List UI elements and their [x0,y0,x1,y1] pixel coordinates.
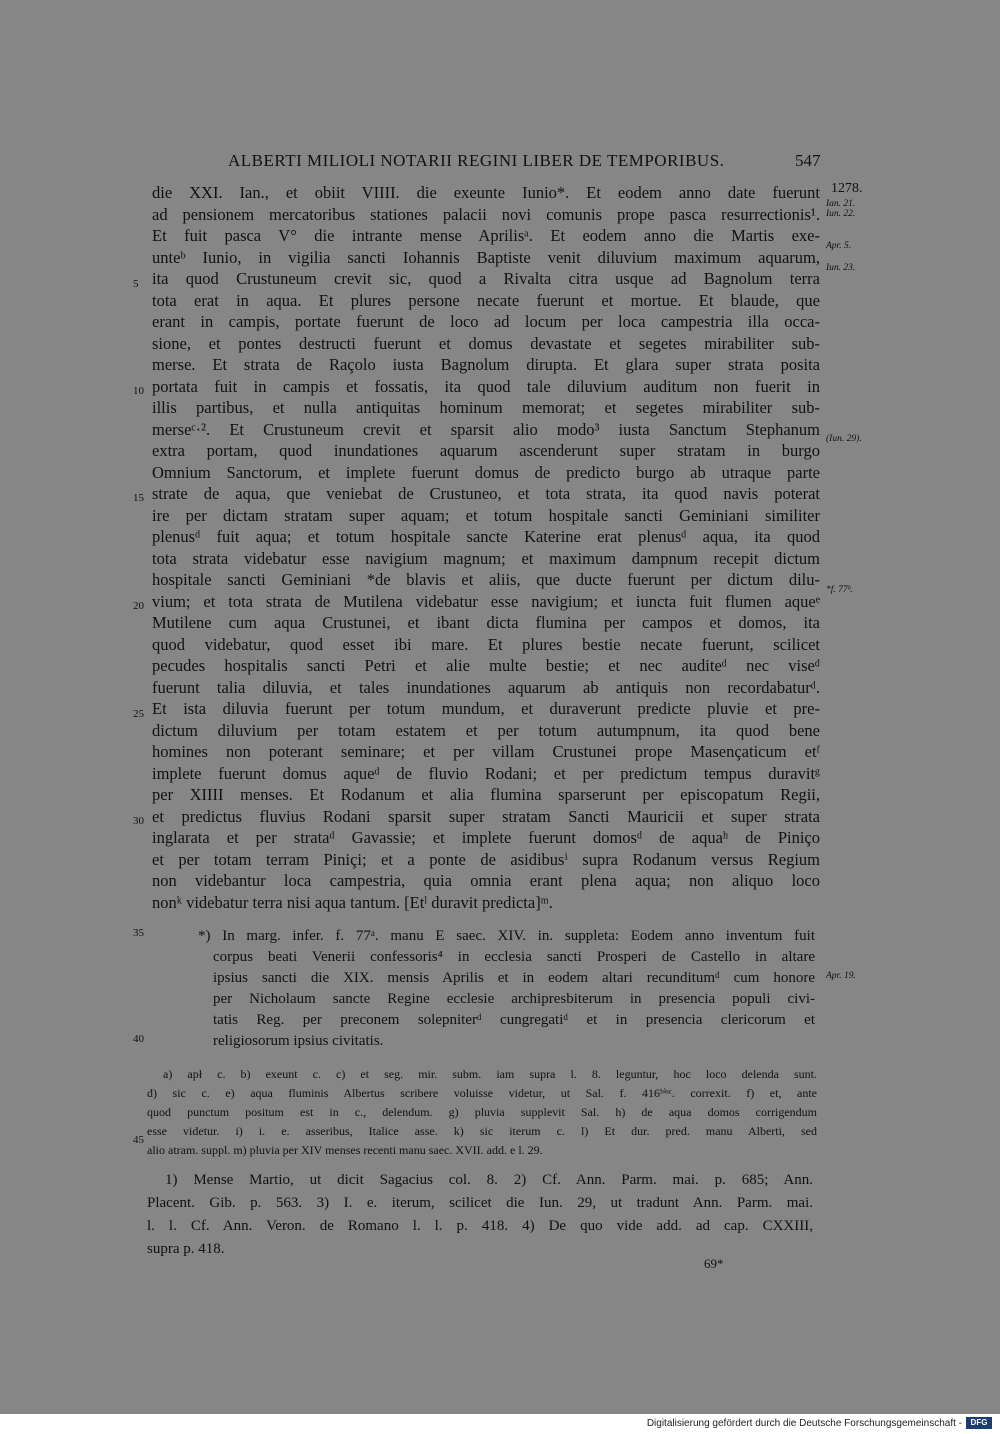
text-line: extra portam, quod inundationes aquarum ascenderunt super stratam in burgo [152,441,820,460]
text-line: unteᵇ Iunio, in vigilia sancti Iohannis Baptiste venit diluvium maximum aquarum, [152,247,820,267]
text-line: implete fuerunt domus aqueᵈ de fluvio Rodani; et per predictum tempus duravitᵍ [152,763,820,783]
footnote-line: per Nicholaum sancte Regine ecclesie archipresbiterum in presencia populi civi- [213,991,815,1007]
text-line: merse. Et strata de Raçolo iusta Bagnolum dirupta. Et glara super strata posita [152,355,820,374]
text-line: tota strata videbatur esse navigium magnum; et maximum dampnum recepit dictum [152,548,820,568]
text-line: et predictus fluvius Rodani sparsit super stratam Sancti Mauricii et super strata [152,806,820,826]
note-line: 1) Mense Martio, ut dicit Sagacius col. 8. 2) Cf. Ann. Parm. mai. p. 685; Ann. [165,1172,813,1188]
text-line: Et fuit pasca V° die intrante mense Aprilisᵃ. Et eodem anno die Martis exe- [152,226,820,245]
footnote-line: religiosorum ipsius civitatis. [213,1033,384,1049]
note-line: Placent. Gib. p. 563. 3) I. e. iterum, scilicet die Iun. 29, ut tradunt Ann. Parm. mai. [147,1195,813,1211]
note-line: l. l. Cf. Ann. Veron. de Romano l. l. p. 418. 4) De quo vide add. ad cap. CXXIII, [147,1218,813,1234]
text-line: non videbantur loca campestria, quia omnia erant plena aqua; non aliquo loco [152,871,820,890]
running-header: ALBERTI MILIOLI NOTARII REGINI LIBER DE TEMPORIBUS. [228,151,725,170]
apparatus-line: quod punctum positum est in c., delendum. g) pluvia supplevit Sal. h) de aqua domos corrigendum [147,1105,817,1119]
apparatus-line: alio atram. suppl. m) pluvia per XIV menses recenti manu saec. XVII. add. e l. 29. [147,1143,543,1157]
text-line: et per totam terram Piniçi; et a ponte de asidibusⁱ supra Rodanum versus Regium [152,849,820,869]
line-number: 10 [133,385,144,397]
sheet-signature: 69* [704,1256,724,1271]
margin-date: Iun. 22. [826,209,856,219]
text-line: die XXI. Ian., et obiit VIIII. die exeunte Iunio*. Et eodem anno date fuerunt [152,183,820,202]
line-number: 40 [133,1033,144,1045]
apparatus-line: esse videtur. i) i. e. asseribus, Italice asse. k) sic iterum c. l) Et dur. pred. manu Alberti, sed [147,1124,817,1138]
line-number: 30 [133,815,144,827]
line-number: 20 [133,600,144,612]
page-number: 547 [795,151,821,170]
text-line: ita quod Crustuneum crevit sic, quod a Rivalta citra usque ad Bagnolum terra [152,269,820,288]
text-line: Mutilene cum aqua Crustunei, et ibant dicta flumina per campos et domos, ita [152,613,820,632]
dfg-logo: DFG [966,1417,992,1429]
text-line: homines non poterant seminare; et per villam Crustunei prope Masençaticum etᶠ [152,742,820,761]
folio-mark: *f. 77ᵇ. [826,585,853,595]
footnote-line: tatis Reg. per preconem solepniterᵈ cungregatiᵈ et in presencia clericorum et [213,1012,815,1028]
line-number: 15 [133,492,144,504]
text-line: illis partibus, et nulla antiquitas hominum memorat; et segetes mirabiliter sub- [152,398,820,417]
footnote-line: corpus beati Venerii confessoris⁴ in ecclesia sancti Prosperi de Castello in altare [213,949,815,965]
apparatus-line: d) sic c. e) aqua fluminis Albertus scribere voluisse videtur, ut Sal. f. 416ᵇⁱˢᶜ. correxit. f) et, ante [147,1086,817,1100]
text-line: ad pensionem mercatoribus stationes palacii novi comunis prope pasca resurrectionis¹. [152,204,820,224]
footnote-line: ipsius sancti die XIX. mensis Aprilis et in eodem altari recunditumᵈ cum honore [213,970,815,986]
line-number: 45 [133,1134,144,1146]
text-line: fuerunt talia diluvia, et tales inundationes aquarum ab antiquis non recordabaturᵈ. [152,677,820,697]
text-line: quod videbatur, quod esset ibi mare. Et plures bestie necate fuerunt, scilicet [152,634,820,654]
text-line: sione, et pontes destructi fuerunt et domus devastate et segetes mirabiliter sub- [152,333,820,353]
text-line: tota erat in aqua. Et plures persone necate fuerunt et mortue. Et blaude, que [152,290,820,310]
line-number: 25 [133,708,144,720]
line-number: 35 [133,927,144,939]
text-line: merseᶜ·². Et Crustuneum crevit et sparsit alio modo³ iusta Sanctum Stephanum [152,419,820,439]
text-line: strate de aqua, que veniebat de Crustuneo, et tota strata, ita quod navis poterat [152,484,820,503]
margin-date: Apr. 19. [826,971,856,981]
text-line: hospitale sancti Geminiani *de blavis et aliis, que ducte fuerunt per dictum dilu- [152,570,820,589]
margin-year: 1278. [831,181,863,196]
footnote-line: *) In marg. infer. f. 77ᵃ. manu E saec. XIV. in. suppleta: Eodem anno inventum fuit [198,928,815,944]
margin-date: Iun. 23. [826,263,856,273]
apparatus-line: a) apł c. b) exeunt c. c) et seg. mir. subm. iam supra l. 8. leguntur, hoc loco delenda sunt. [163,1067,817,1081]
note-line: supra p. 418. [147,1241,225,1257]
margin-date: Ian. 21. [826,199,856,209]
margin-date: Apr. 5. [826,241,852,251]
text-line: dictum diluvium per totam estatem et per totum autumpnum, ita quod bene [152,720,820,740]
text-line: Et ista diluvia fuerunt per totum mundum, et duraverunt predicte pluvie et pre- [152,699,820,718]
text-line: erant in campis, portate fuerunt de loco ad locum per loca campestria illa occa- [152,312,820,331]
text-line: pecudes hospitalis sancti Petri et alie multe bestie; et nec auditeᵈ nec viseᵈ [152,656,820,675]
text-line: plenusᵈ fuit aqua; et totum hospitale sancte Katerine erat plenusᵈ aqua, ita quod [152,527,820,546]
text-line: portata fuit in campis et fossatis, ita quod tale diluvium auditum non fuerit in [152,376,820,396]
line-number: 5 [133,278,139,290]
text-line: inglarata et per strataᵈ Gavassie; et implete fuerunt domosᵈ de aquaʰ de Piniço [152,828,820,847]
text-line: Omnium Sanctorum, et implete fuerunt domus de predicto burgo ab utraque parte [152,462,820,482]
text-line: nonᵏ videbatur terra nisi aqua tantum. [Etˡ duravit predicta]ᵐ. [152,892,553,912]
margin-date: (Iun. 29). [826,434,862,444]
text-line: per XIIII menses. Et Rodanum et alia flumina sparserunt per episcopatum Regii, [152,785,820,804]
text-line: ire per dictam stratam super aquam; et totum hospitale sancti Geminiani similiter [152,505,820,525]
text-line: vium; et tota strata de Mutilena videbatur esse navigium; et iuncta fuit flumen aqueᵉ [152,591,820,611]
footer-credit: Digitalisierung gefördert durch die Deutsche Forschungsgemeinschaft - [646,1418,962,1429]
